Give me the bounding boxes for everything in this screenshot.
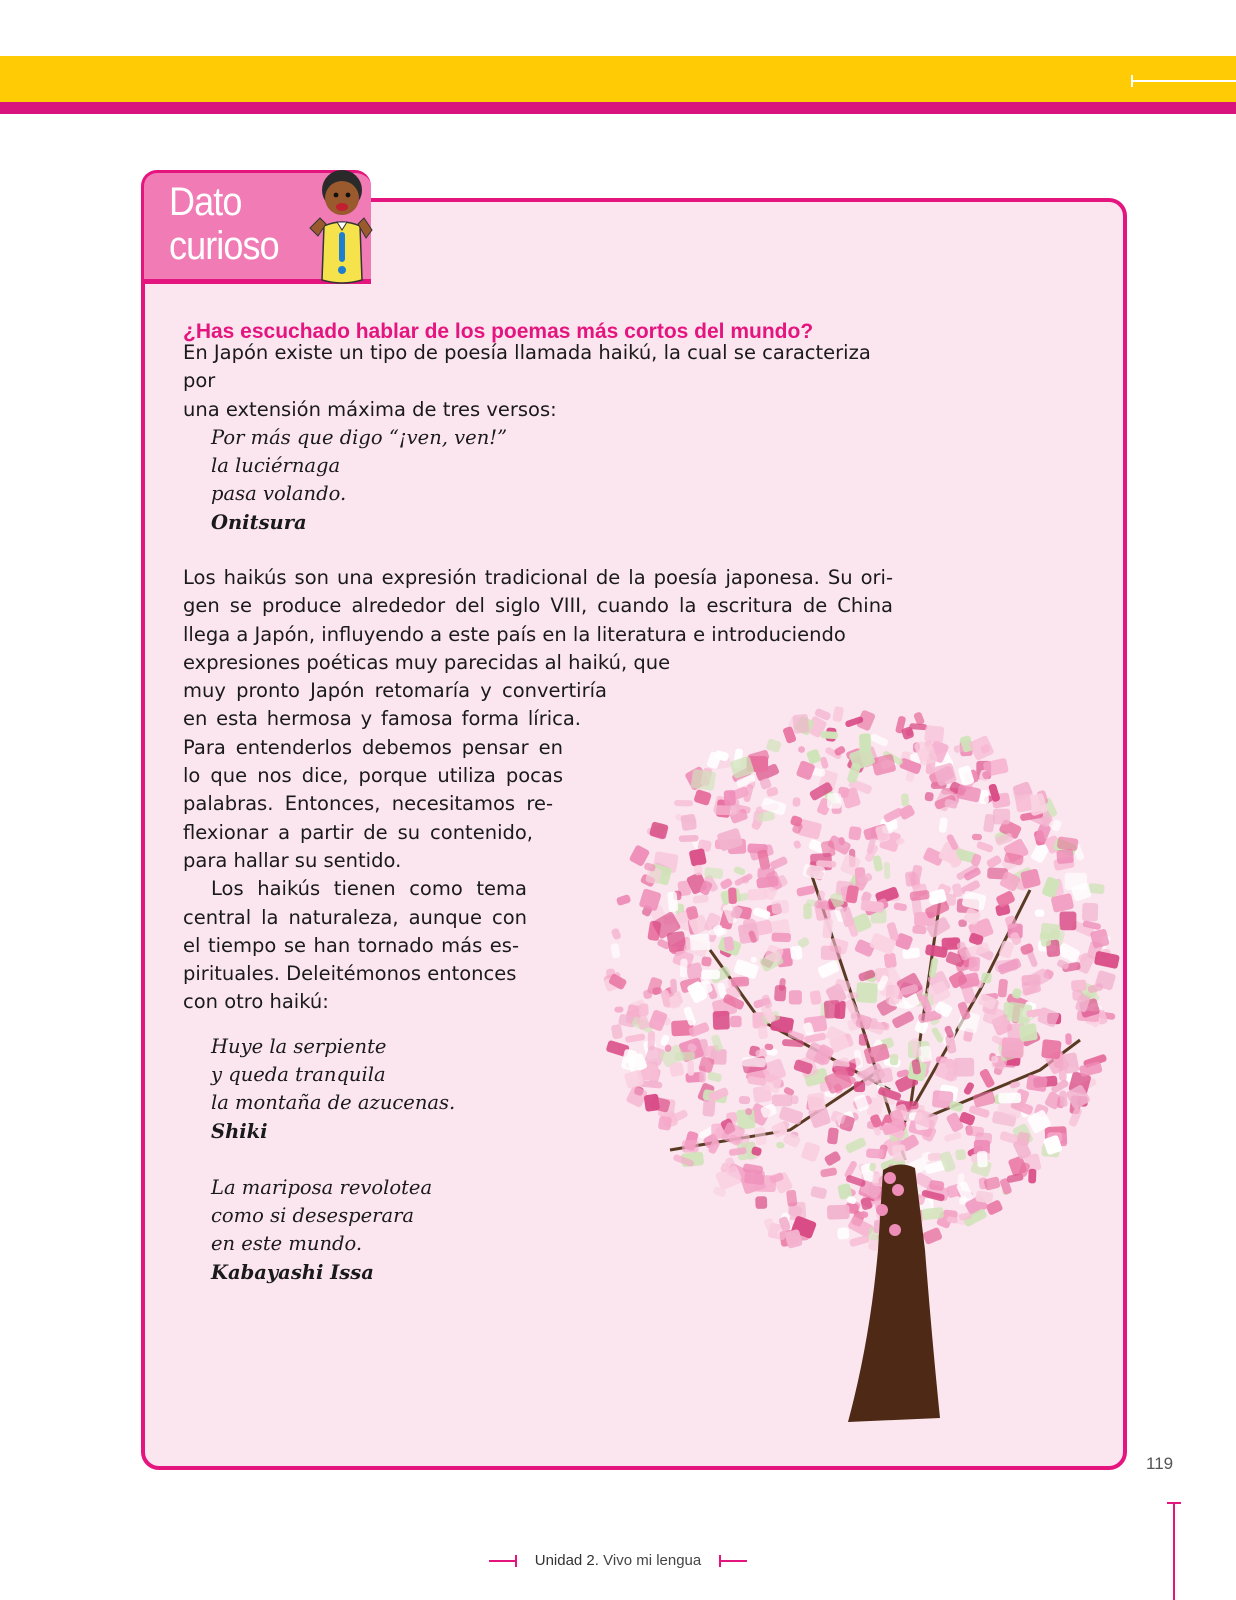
blossom-petal [884, 862, 891, 879]
header-rule-tick [1131, 75, 1133, 87]
blossom-petal [827, 1205, 850, 1220]
blossom-petal [707, 1071, 722, 1082]
haiku-verse: pasa volando. [211, 482, 347, 506]
body-line: Los haikús tienen como tema [211, 877, 527, 901]
blossom-petal [739, 1096, 751, 1105]
blossom-petal [669, 1062, 685, 1078]
blossom-petal [901, 793, 909, 806]
blossom-petal [690, 933, 710, 950]
haiku-verse: en este mundo. [211, 1232, 363, 1256]
blossom-petal [797, 746, 805, 754]
blossom-petal [1056, 849, 1074, 864]
footer-text [535, 1552, 702, 1569]
blossom-petal [872, 855, 883, 872]
haiku-verse: Por más que digo “¡ven, ven!” [211, 426, 508, 449]
blossom-petal [997, 979, 1008, 998]
blossom-petal [884, 953, 898, 969]
blossom-petal [820, 756, 830, 769]
blossom-petal [611, 927, 622, 940]
blossom-petal [757, 868, 775, 880]
body-line: pirituales. Deleitémonos entonces [183, 962, 517, 986]
blossom-petal [963, 1081, 975, 1095]
body-line: flexionar a partir de su contenido, [183, 820, 533, 844]
footer-rule-right [719, 1560, 747, 1562]
blossom-petal [792, 714, 809, 734]
blossom-petal [820, 1167, 838, 1178]
intro-line: En Japón existe un tipo de poesía llamada haikú, la cual se caracteriza por [183, 341, 871, 393]
blossom-petal [731, 977, 749, 988]
body-line: llega a Japón, influyendo a este país en la literatura e introduciendo [183, 622, 846, 646]
tab-title-line1: Dato [169, 180, 242, 224]
haiku-issa [211, 1174, 611, 1287]
blossom-petal [747, 888, 768, 901]
blossom-petal [869, 733, 889, 748]
blossom-petal [793, 840, 802, 850]
haiku-verse: La mariposa revolotea [211, 1176, 433, 1199]
blossom-petal [891, 1010, 915, 1029]
haiku-verse: la montaña de azucenas. [211, 1091, 456, 1115]
blossom-petal [966, 1126, 985, 1137]
blossom-petal [979, 1068, 996, 1089]
blossom-petal [827, 1127, 839, 1144]
blossom-petal [824, 1000, 841, 1019]
body-line: gen se produce alrededor del siglo VIII, cuando la escritura de China [183, 594, 893, 618]
intro-line: una extensión máxima de tres versos: [183, 397, 557, 421]
blossom-petal [801, 1141, 821, 1162]
blossom-petal [912, 925, 927, 934]
blossom-petal [713, 1011, 730, 1030]
blossom-petal [792, 797, 801, 807]
blossom-petal [848, 826, 862, 841]
blossom-petal [754, 1127, 767, 1146]
blossom-petal [674, 800, 693, 806]
card-tab-title [169, 180, 304, 268]
blossom-petal [817, 960, 840, 979]
body-line: para hallar su sentido. [183, 848, 402, 872]
footer-title: Vivo mi lengua [603, 1552, 702, 1569]
tab-title-line2: curioso [169, 224, 279, 268]
blossom-petal [892, 1144, 907, 1162]
blossom-petal [854, 1081, 865, 1092]
blossom-petal [644, 1093, 660, 1111]
body-line: expresiones poéticas muy parecidas al haikú, que [183, 650, 671, 674]
blossom-petal [679, 835, 699, 842]
blossom-petal [1065, 1033, 1072, 1045]
body-line: muy pronto Japón retomaría y convertiría [183, 679, 607, 703]
body-line: lo que nos dice, porque utiliza pocas [183, 764, 563, 788]
body-line: Los haikús son una expresión tradicional de la poesía japonesa. Su ori- [183, 566, 893, 589]
blossom-petal [758, 1026, 769, 1040]
blossom-petal [1041, 1039, 1062, 1059]
blossom-petal [789, 990, 802, 1004]
blossom-petal [766, 738, 782, 753]
blossom-petal [924, 725, 945, 743]
blossom-petal [928, 1153, 942, 1162]
blossom-petal [769, 856, 788, 871]
blossom-petal [968, 735, 994, 761]
body-line: el tiempo se han tornado más es- [183, 933, 519, 957]
blossom-petal [944, 1131, 962, 1142]
blossom-petal [1060, 912, 1077, 931]
cherry-blossom-tree [560, 690, 1120, 1460]
blossom-petal [821, 946, 842, 960]
blossom-petal [730, 1016, 742, 1027]
blossom-petal [610, 943, 620, 959]
blossom-petal [693, 864, 703, 875]
blossom-petal [972, 834, 982, 841]
blossom-petal [691, 769, 717, 791]
footer-unit: Unidad 2. [534, 1552, 599, 1569]
trunk-blossom [876, 1204, 888, 1216]
haiku-verse: Huye la serpiente [211, 1035, 387, 1058]
blossom-petal [832, 706, 844, 723]
blossom-petal [806, 748, 822, 764]
blossom-petal [680, 814, 697, 832]
blossom-petal [680, 958, 688, 977]
trunk-blossom [884, 1172, 896, 1184]
blossom-petal [1079, 1061, 1103, 1077]
blossom-petal [693, 894, 709, 904]
blossom-petal [905, 871, 917, 887]
blossom-petal [1035, 910, 1045, 917]
blossom-petal [1015, 793, 1033, 812]
blossom-petal [956, 784, 981, 803]
blossom-petal [1051, 819, 1063, 832]
body-line: con otro haikú: [183, 990, 329, 1014]
footer-rule-left [489, 1560, 517, 1562]
blossom-petal [611, 1024, 623, 1040]
blossom-petal [922, 1227, 943, 1245]
blossom-petal [701, 970, 720, 980]
blossom-petal [790, 945, 803, 960]
card-question: ¿Has escuchado hablar de los poemas más cortos del mundo? [183, 320, 814, 343]
blossom-petal [670, 979, 677, 994]
blossom-petal [796, 885, 816, 897]
haiku-author: Onitsura [211, 510, 307, 534]
blossom-petal [890, 1054, 898, 1065]
blossom-petal [1001, 1037, 1024, 1058]
intro-paragraph [183, 339, 893, 424]
blossom-petal [674, 1051, 695, 1061]
blossom-petal [701, 956, 712, 967]
blossom-petal [824, 1150, 842, 1166]
blossom-petal [983, 814, 996, 833]
blossom-petal [827, 793, 841, 808]
blossom-petal [659, 1034, 670, 1047]
blossom-petal [1019, 1023, 1038, 1042]
blossom-petal [616, 894, 632, 906]
blossom-petal [728, 887, 737, 904]
blossom-petal [771, 900, 789, 914]
trunk-blossom [889, 1224, 901, 1236]
body-line: palabras. Entonces, necesitamos re- [183, 792, 553, 816]
blossom-petal [921, 1207, 944, 1220]
blossom-petal [957, 765, 974, 786]
blossom-petal [972, 1090, 995, 1108]
blossom-petal [981, 972, 992, 983]
blossom-petal [1082, 903, 1098, 922]
page-footer [0, 1552, 1236, 1569]
blossom-petal [614, 1007, 623, 1013]
blossom-petal [986, 854, 1003, 869]
blossom-petal [859, 1034, 868, 1046]
page-number: 119 [1146, 1454, 1174, 1473]
blossom-petal [771, 933, 791, 943]
blossom-petal [856, 982, 878, 1003]
blossom-petal [998, 1093, 1021, 1104]
blossom-petal [866, 1148, 884, 1158]
blossom-petal [687, 1060, 694, 1076]
blossom-petal [1094, 951, 1120, 970]
blossom-petal [772, 1095, 792, 1107]
blossom-petal [776, 1141, 785, 1148]
blossom-petal [658, 1116, 672, 1131]
blossom-petal [983, 1176, 1001, 1191]
blossom-petal [689, 848, 707, 867]
body-line: en esta hermosa y famosa forma lírica. [183, 707, 581, 731]
blossom-petal [1040, 923, 1060, 940]
haiku-shiki [211, 1033, 611, 1146]
blossom-petal [837, 1227, 849, 1239]
blossom-petal [893, 902, 907, 911]
blossom-petal [968, 956, 980, 971]
body-line: central la naturaleza, aunque con [183, 905, 527, 929]
side-rule-tick [1167, 1502, 1181, 1504]
blossom-petal [1026, 1074, 1048, 1092]
blossom-petal [849, 1234, 870, 1247]
blossom-petal [733, 866, 746, 876]
blossom-petal [886, 985, 900, 1004]
blossom-petal [1028, 1169, 1036, 1184]
blossom-petal [847, 992, 858, 998]
blossom-petal [755, 1196, 767, 1209]
haiku-verse: la luciérnaga [211, 454, 341, 478]
blossom-petal [1071, 979, 1087, 991]
blossom-petal [976, 841, 994, 854]
blossom-petal [810, 1186, 827, 1200]
haiku-verse: y queda tranquila [211, 1063, 386, 1087]
blossom-petal [750, 956, 758, 964]
blossom-petal [845, 1137, 868, 1154]
blossom-petal [693, 789, 712, 806]
blossom-petal [625, 1033, 646, 1043]
haiku-onitsura [211, 424, 611, 537]
blossom-petal [786, 1190, 798, 1207]
header-magenta-stripe [0, 102, 1236, 114]
haiku-author: Shiki [211, 1119, 268, 1143]
side-rule [1173, 1502, 1175, 1600]
blossom-petal [742, 1057, 766, 1068]
blossom-petal [955, 1149, 966, 1161]
blossom-petal [724, 790, 736, 806]
header-yellow-band [0, 56, 1236, 102]
blossom-petal [931, 1026, 945, 1043]
blossom-petal [774, 985, 787, 1002]
mascot-child-icon [306, 168, 376, 286]
haiku-verse: como si desesperara [211, 1204, 415, 1228]
blossom-petal [714, 805, 737, 815]
blossom-petal [791, 1095, 799, 1104]
blossom-petal [809, 990, 822, 1005]
blossom-petal [807, 1092, 826, 1111]
blossom-petal [822, 918, 833, 939]
blossom-petal [704, 867, 723, 879]
trunk-blossom [892, 1184, 904, 1196]
blossom-petal [682, 1140, 699, 1153]
blossom-petal [924, 792, 934, 802]
blossom-petal [820, 731, 838, 739]
blossom-petal [649, 821, 669, 840]
blossom-petal [998, 940, 1014, 959]
blossom-petal [639, 1003, 649, 1016]
blossom-petal [977, 1151, 988, 1168]
haiku-author: Kabayashi Issa [211, 1260, 374, 1284]
blossom-petal [909, 890, 930, 902]
blossom-petal [938, 817, 948, 833]
body-line: Para entenderlos debemos pensar en [183, 735, 563, 759]
header-rule [1131, 80, 1236, 82]
blossom-petal [993, 809, 1010, 825]
